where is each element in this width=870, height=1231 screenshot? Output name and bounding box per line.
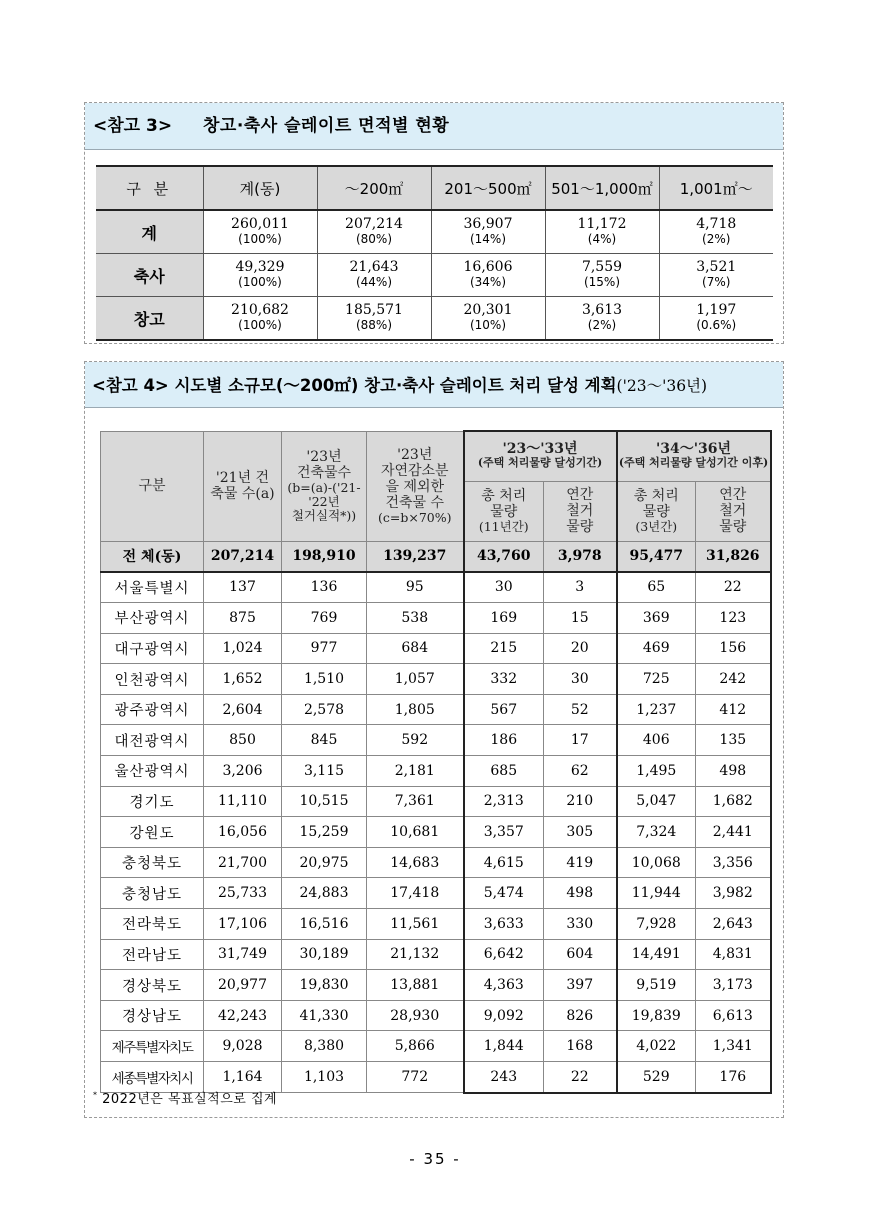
table-cell [431,254,545,297]
cell-percent: (4%) [587,232,617,246]
table-cell: 498 [696,756,771,787]
cell-count: 210,682 [231,302,289,318]
table-cell: 5,047 [617,786,696,817]
reference-3-title: 창고·축사 슬레이트 면적별 현황 [203,116,450,136]
table-cell [431,210,545,254]
total-value: 207,214 [204,541,282,572]
table-cell: 5,474 [464,878,544,909]
table-cell: 2,181 [367,756,464,787]
table-cell: 397 [544,970,617,1001]
table-row [101,847,771,878]
table-cell: 22 [696,572,771,603]
table-cell: 3,173 [696,970,771,1001]
table-cell: 3 [544,572,617,603]
table-row [101,725,771,756]
row-label: 창고 [96,297,203,341]
table-cell: 1,682 [696,786,771,817]
cell-count: 260,011 [231,216,289,232]
table-cell: 419 [544,847,617,878]
header-201-500: 201～500㎡ [431,166,545,210]
row-label: 계 [96,210,203,254]
header-total: 계(동) [203,166,317,210]
table-cell: 1,057 [367,664,464,695]
table-cell: 684 [367,633,464,664]
page-number: - 35 - [409,1150,461,1168]
table-cell: 31,749 [204,939,282,970]
table-cell: 41,330 [282,1000,367,1031]
table-row [101,664,771,695]
reference-3-box [84,102,784,344]
table-cell: 604 [544,939,617,970]
cell-count: 1,197 [696,302,737,318]
cell-count: 185,571 [345,302,403,318]
reference-4-box [84,361,784,1118]
cell-percent: (7%) [702,275,731,289]
table-cell [659,210,773,254]
header-division: 구 분 [96,166,203,210]
table-cell: 498 [544,878,617,909]
table-cell: 4,363 [464,970,544,1001]
table-cell: 30 [464,572,544,603]
table-cell: 850 [204,725,282,756]
table-cell: 11,561 [367,909,464,940]
region-label: 전라북도 [101,909,204,940]
table-cell: 137 [204,572,282,603]
table-row [101,939,771,970]
h23n-line4: 건축물 수 [385,495,445,511]
total-value: 139,237 [367,541,464,572]
g2-total-label: 총 처리 물량 [633,488,679,520]
table-cell: 529 [617,1062,696,1093]
region-label: 전라남도 [101,939,204,970]
total-value: 31,826 [696,541,771,572]
cell-percent: (88%) [355,318,393,332]
table-cell [545,254,659,297]
header-over-1001: 1,001㎡～ [659,166,773,210]
table-cell: 24,883 [282,878,367,909]
total-value: 43,760 [464,541,544,572]
table-cell: 17,418 [367,878,464,909]
region-label: 광주광역시 [101,694,204,725]
total-row [101,541,771,572]
header-g2-annual [696,481,771,541]
g1-annual-label: 연간 철거 물량 [566,487,594,535]
table-cell: 412 [696,694,771,725]
table-cell: 3,356 [696,847,771,878]
table-cell: 845 [282,725,367,756]
region-label: 부산광역시 [101,603,204,634]
table-cell [317,297,431,341]
cell-count: 7,559 [581,259,623,275]
table-row [101,909,771,940]
h23-line1: '23년 [306,449,342,465]
table-cell: 5,866 [367,1031,464,1062]
table-cell: 592 [367,725,464,756]
table-cell: 2,578 [282,694,367,725]
table-cell: 42,243 [204,1000,282,1031]
cell-percent: (100%) [238,275,282,289]
table-cell: 15 [544,603,617,634]
table-cell: 1,652 [204,664,282,695]
table-cell: 169 [464,603,544,634]
header-group-2034-2036 [617,431,771,481]
header-501-1000: 501～1,000㎡ [545,166,659,210]
table-cell: 25,733 [204,878,282,909]
header-group-2023-2033 [464,431,617,481]
cell-count: 11,172 [577,216,627,232]
table-cell: 538 [367,603,464,634]
table-cell: 1,510 [282,664,367,695]
table-cell: 215 [464,633,544,664]
table-cell: 19,830 [282,970,367,1001]
group1-title: '23～'33년 [502,441,578,458]
table-cell: 8,380 [282,1031,367,1062]
table-cell: 3,982 [696,878,771,909]
table-cell: 725 [617,664,696,695]
total-label: 전 체(동) [101,541,204,572]
h23-line4: '22년 [308,494,340,509]
table-row [96,210,773,254]
table-cell: 3,357 [464,817,544,848]
table-cell: 1,341 [696,1031,771,1062]
table-cell: 11,944 [617,878,696,909]
cell-count: 21,643 [349,259,399,275]
table-cell: 10,068 [617,847,696,878]
table-cell: 6,642 [464,939,544,970]
table-row [101,603,771,634]
table-cell: 11,110 [204,786,282,817]
table-cell: 168 [544,1031,617,1062]
h23n-line3: 을 제외한 [385,479,445,495]
table-cell: 21,132 [367,939,464,970]
table-cell: 3,206 [204,756,282,787]
region-label: 강원도 [101,817,204,848]
table-cell: 186 [464,725,544,756]
table-row [96,254,773,297]
h23-line5: 철거실적*)) [291,508,357,523]
table-cell: 406 [617,725,696,756]
table-cell: 136 [282,572,367,603]
cell-percent: (100%) [238,318,282,332]
region-label: 경상북도 [101,970,204,1001]
table-cell: 332 [464,664,544,695]
total-value: 3,978 [544,541,617,572]
table-cell: 135 [696,725,771,756]
region-label: 충청북도 [101,847,204,878]
table-cell: 826 [544,1000,617,1031]
table-cell: 3,115 [282,756,367,787]
table-cell: 21,700 [204,847,282,878]
header-division: 구분 [101,431,204,541]
footnote-mark: * [93,1090,98,1100]
cell-count: 16,606 [463,259,513,275]
cell-count: 20,301 [463,302,513,318]
cell-percent: (14%) [469,232,507,246]
table-cell: 7,928 [617,909,696,940]
table-cell: 30,189 [282,939,367,970]
cell-percent: (2%) [702,232,731,246]
header-g1-annual [544,481,617,541]
table-cell: 17,106 [204,909,282,940]
cell-percent: (34%) [469,275,507,289]
cell-percent: (100%) [238,232,282,246]
regional-plan-table [100,430,772,1094]
table-cell [203,297,317,341]
h23-line3: (b=(a)-('21- [287,480,361,495]
table-cell: 369 [617,603,696,634]
table-cell: 19,839 [617,1000,696,1031]
reference-4-title: <참고 4> 시도별 소규모(～200㎡) 창고·축사 슬레이트 처리 달성 계획 [92,376,617,395]
table-cell: 1,237 [617,694,696,725]
table-row [101,756,771,787]
table-row [101,970,771,1001]
table-cell: 1,844 [464,1031,544,1062]
region-label: 세종특별자치시 [101,1062,204,1093]
table-cell: 20,975 [282,847,367,878]
cell-count: 3,521 [696,259,737,275]
table-row [96,297,773,341]
table-cell: 95 [367,572,464,603]
table-cell: 30 [544,664,617,695]
table-row [101,1000,771,1031]
table-cell: 20,977 [204,970,282,1001]
table-cell: 156 [696,633,771,664]
table-cell: 330 [544,909,617,940]
table-cell [545,210,659,254]
table-cell: 9,028 [204,1031,282,1062]
table-cell: 52 [544,694,617,725]
table-cell: 176 [696,1062,771,1093]
table-cell: 4,831 [696,939,771,970]
table-cell: 17 [544,725,617,756]
cell-count: 207,214 [345,216,403,232]
table-cell: 16,516 [282,909,367,940]
table-cell: 65 [617,572,696,603]
cell-count: 49,329 [235,259,285,275]
table-cell: 10,515 [282,786,367,817]
region-label: 울산광역시 [101,756,204,787]
table-cell: 242 [696,664,771,695]
table-row [101,572,771,603]
region-label: 제주특별자치도 [101,1031,204,1062]
cell-percent: (15%) [583,275,621,289]
header-2021-buildings: '21년 건축물 수(a) [204,431,282,541]
table-cell: 772 [367,1062,464,1093]
g1-total-sub: (11년간) [478,519,529,534]
h23n-line2: 자연감소분 [380,463,449,479]
table-cell: 305 [544,817,617,848]
table-cell: 7,361 [367,786,464,817]
area-status-table [96,165,773,341]
table-cell: 22 [544,1062,617,1093]
header-under-200: ～200㎡ [317,166,431,210]
cell-count: 4,718 [696,216,737,232]
region-label: 경기도 [101,786,204,817]
g2-total-sub: (3년간) [635,519,678,534]
group1-subtitle: (주택 처리물량 달성기간) [477,456,603,470]
table-cell: 977 [282,633,367,664]
table-row [101,878,771,909]
region-label: 대전광역시 [101,725,204,756]
table-cell: 243 [464,1062,544,1093]
table-cell: 2,313 [464,786,544,817]
region-label: 대구광역시 [101,633,204,664]
table-cell: 1,805 [367,694,464,725]
header-2023-net-buildings [367,431,464,541]
table-row [101,633,771,664]
table-cell: 28,930 [367,1000,464,1031]
table-row [101,694,771,725]
table-cell: 4,022 [617,1031,696,1062]
table-cell: 14,683 [367,847,464,878]
table-cell: 9,519 [617,970,696,1001]
table-cell [317,254,431,297]
cell-count: 36,907 [463,216,513,232]
total-value: 198,910 [282,541,367,572]
cell-percent: (2%) [587,318,617,332]
table-cell: 210 [544,786,617,817]
table-cell [203,254,317,297]
region-label: 인천광역시 [101,664,204,695]
table-cell: 6,613 [696,1000,771,1031]
cell-percent: (44%) [355,275,393,289]
table-cell: 20 [544,633,617,664]
region-label: 경상남도 [101,1000,204,1031]
cell-count: 3,613 [581,302,623,318]
h23-line2: 건축물수 [296,465,352,481]
group2-subtitle: (주택 처리물량 달성기간 이후) [618,456,769,470]
table-cell: 9,092 [464,1000,544,1031]
table-cell: 16,056 [204,817,282,848]
table-cell: 1,103 [282,1062,367,1093]
table-cell: 567 [464,694,544,725]
table-cell: 1,495 [617,756,696,787]
header-g2-total-volume [617,481,696,541]
table-cell: 2,643 [696,909,771,940]
table-cell [659,254,773,297]
total-value: 95,477 [617,541,696,572]
reference-3-tag: <참고 3> [93,116,173,136]
group2-title: '34～'36년 [655,441,732,458]
table-header-row [96,166,773,210]
reference-4-header [85,362,783,408]
table-cell: 4,615 [464,847,544,878]
footnote [93,1088,277,1107]
table-cell: 3,633 [464,909,544,940]
table-cell: 62 [544,756,617,787]
g1-total-label: 총 처리 물량 [481,488,527,520]
table-cell: 14,491 [617,939,696,970]
table-cell [431,297,545,341]
table-cell: 875 [204,603,282,634]
table-cell: 2,604 [204,694,282,725]
table-row [101,817,771,848]
table-cell: 10,681 [367,817,464,848]
footnote-text: 2022년은 목표실적으로 집계 [102,1092,278,1107]
h23n-line5: (c=b×70%) [378,510,452,525]
cell-percent: (10%) [469,318,507,332]
reference-3-header [85,103,783,150]
cell-percent: (0.6%) [696,318,737,332]
table-cell: 769 [282,603,367,634]
table-row [101,786,771,817]
table-row [101,1031,771,1062]
cell-percent: (80%) [355,232,393,246]
table-cell [203,210,317,254]
table-cell: 13,881 [367,970,464,1001]
table-cell: 469 [617,633,696,664]
table-cell [545,297,659,341]
region-label: 충청남도 [101,878,204,909]
table-cell: 1,164 [204,1062,282,1093]
h23n-line1: '23년 [397,447,433,463]
region-label: 서울특별시 [101,572,204,603]
table-cell: 685 [464,756,544,787]
header-2023-buildings [282,431,367,541]
row-label: 축사 [96,254,203,297]
table-cell: 7,324 [617,817,696,848]
table-cell: 15,259 [282,817,367,848]
table-cell [659,297,773,341]
header-g1-total-volume [464,481,544,541]
table-cell [317,210,431,254]
table-cell: 2,441 [696,817,771,848]
table-cell: 1,024 [204,633,282,664]
g2-annual-label: 연간 철거 물량 [719,487,747,535]
table-cell: 123 [696,603,771,634]
reference-4-period: ('23～'36년) [616,377,708,395]
